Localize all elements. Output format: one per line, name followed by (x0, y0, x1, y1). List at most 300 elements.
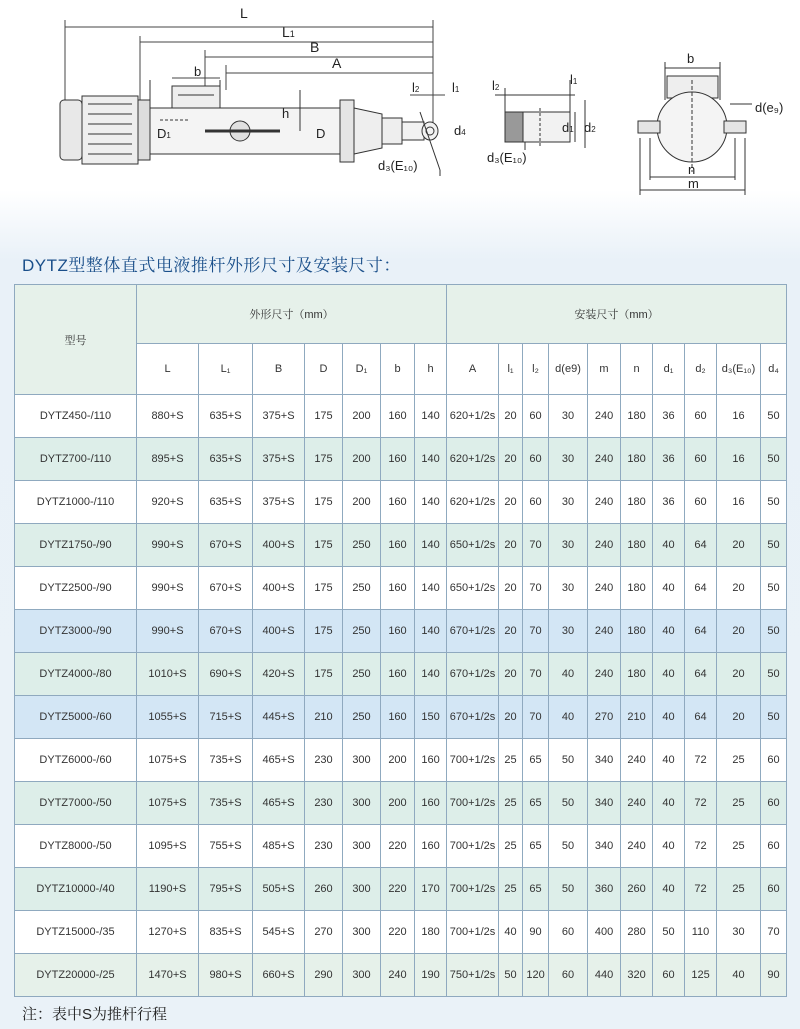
value-cell: 300 (343, 825, 381, 868)
page-title: DYTZ型整体直式电液推杆外形尺寸及安装尺寸： (22, 256, 401, 275)
value-cell: 670+1/2s (447, 610, 499, 653)
table-row (15, 696, 787, 739)
value-cell: 300 (343, 911, 381, 954)
value-cell: 440 (588, 954, 621, 997)
value-cell: 140 (415, 395, 447, 438)
value-cell: 895+S (137, 438, 199, 481)
value-cell: 160 (415, 825, 447, 868)
value-cell: 635+S (199, 438, 253, 481)
table-row (15, 825, 787, 868)
value-cell: 150 (415, 696, 447, 739)
value-cell: 160 (381, 567, 415, 610)
model-cell: DYTZ1750-/90 (15, 524, 137, 567)
value-cell: 795+S (199, 868, 253, 911)
value-cell: 30 (549, 438, 588, 481)
value-cell: 60 (523, 481, 549, 524)
value-cell: 20 (499, 438, 523, 481)
value-cell: 180 (621, 524, 653, 567)
value-cell: 20 (499, 653, 523, 696)
value-cell: 160 (381, 653, 415, 696)
value-cell: 620+1/2s (447, 481, 499, 524)
value-cell: 210 (621, 696, 653, 739)
value-cell: 420+S (253, 653, 305, 696)
value-cell: 180 (621, 438, 653, 481)
value-cell: 735+S (199, 739, 253, 782)
motor-body (60, 96, 150, 164)
value-cell: 25 (717, 782, 761, 825)
value-cell: 50 (761, 567, 787, 610)
value-cell: 72 (685, 825, 717, 868)
model-cell: DYTZ15000-/35 (15, 911, 137, 954)
value-cell: 25 (717, 739, 761, 782)
dim-label-b-end: b (687, 51, 695, 66)
value-cell: 485+S (253, 825, 305, 868)
value-cell: 65 (523, 868, 549, 911)
value-cell: 180 (621, 567, 653, 610)
value-cell: 20 (717, 653, 761, 696)
model-cell: DYTZ8000-/50 (15, 825, 137, 868)
value-cell: 220 (381, 911, 415, 954)
column-header: b (381, 344, 415, 395)
value-cell: 220 (381, 868, 415, 911)
value-cell: 290 (305, 954, 343, 997)
value-cell: 880+S (137, 395, 199, 438)
value-cell: 40 (653, 825, 685, 868)
value-cell: 220 (381, 825, 415, 868)
value-cell: 125 (685, 954, 717, 997)
value-cell: 200 (381, 739, 415, 782)
value-cell: 20 (499, 610, 523, 653)
value-cell: 990+S (137, 524, 199, 567)
value-cell: 240 (588, 567, 621, 610)
value-cell: 1270+S (137, 911, 199, 954)
value-cell: 400+S (253, 567, 305, 610)
value-cell: 545+S (253, 911, 305, 954)
column-header: D₁ (343, 344, 381, 395)
value-cell: 25 (499, 782, 523, 825)
value-cell: 40 (653, 696, 685, 739)
value-cell: 240 (381, 954, 415, 997)
value-cell: 30 (549, 395, 588, 438)
value-cell: 240 (588, 610, 621, 653)
column-header: d₃(E₁₀) (717, 344, 761, 395)
value-cell: 20 (717, 610, 761, 653)
value-cell: 700+1/2s (447, 739, 499, 782)
value-cell: 30 (549, 567, 588, 610)
value-cell: 260 (305, 868, 343, 911)
value-cell: 50 (761, 524, 787, 567)
value-cell: 280 (621, 911, 653, 954)
value-cell: 64 (685, 610, 717, 653)
value-cell: 20 (499, 524, 523, 567)
value-cell: 200 (381, 782, 415, 825)
value-cell: 340 (588, 739, 621, 782)
value-cell: 1470+S (137, 954, 199, 997)
dim-label-l1-detail: l1 (570, 72, 578, 87)
model-cell: DYTZ6000-/60 (15, 739, 137, 782)
value-cell: 25 (717, 825, 761, 868)
value-cell: 300 (343, 868, 381, 911)
value-cell: 40 (653, 653, 685, 696)
value-cell: 240 (588, 481, 621, 524)
footnote: 注：表中S为推杆行程 (22, 1006, 168, 1023)
dim-label-B: B (310, 39, 320, 55)
value-cell: 160 (381, 524, 415, 567)
value-cell: 160 (381, 696, 415, 739)
value-cell: 140 (415, 653, 447, 696)
group-outer-dimensions: 外形尺寸（mm） (137, 285, 447, 344)
value-cell: 400+S (253, 610, 305, 653)
value-cell: 40 (653, 567, 685, 610)
model-cell: DYTZ7000-/50 (15, 782, 137, 825)
dim-label-h: h (282, 106, 290, 121)
value-cell: 180 (415, 911, 447, 954)
value-cell: 175 (305, 610, 343, 653)
dimension-drawing (0, 0, 800, 215)
value-cell: 70 (523, 610, 549, 653)
table-row (15, 524, 787, 567)
value-cell: 620+1/2s (447, 438, 499, 481)
value-cell: 250 (343, 567, 381, 610)
table-row (15, 567, 787, 610)
value-cell: 160 (381, 438, 415, 481)
value-cell: 160 (381, 481, 415, 524)
value-cell: 60 (685, 395, 717, 438)
dim-label-L1: L1 (282, 24, 295, 40)
value-cell: 835+S (199, 911, 253, 954)
value-cell: 465+S (253, 739, 305, 782)
value-cell: 360 (588, 868, 621, 911)
value-cell: 180 (621, 653, 653, 696)
value-cell: 64 (685, 696, 717, 739)
value-cell: 180 (621, 610, 653, 653)
value-cell: 140 (415, 524, 447, 567)
value-cell: 70 (523, 696, 549, 739)
model-cell: DYTZ10000-/40 (15, 868, 137, 911)
value-cell: 40 (717, 954, 761, 997)
value-cell: 160 (415, 782, 447, 825)
value-cell: 175 (305, 438, 343, 481)
value-cell: 270 (305, 911, 343, 954)
table-row (15, 911, 787, 954)
value-cell: 70 (523, 653, 549, 696)
value-cell: 270 (588, 696, 621, 739)
value-cell: 50 (549, 739, 588, 782)
value-cell: 200 (343, 395, 381, 438)
value-cell: 50 (761, 610, 787, 653)
value-cell: 90 (523, 911, 549, 954)
model-cell: DYTZ2500-/90 (15, 567, 137, 610)
value-cell: 140 (415, 567, 447, 610)
value-cell: 50 (549, 868, 588, 911)
dim-label-b: b (194, 64, 202, 79)
value-cell: 175 (305, 567, 343, 610)
table-row (15, 653, 787, 696)
value-cell: 700+1/2s (447, 782, 499, 825)
value-cell: 50 (761, 696, 787, 739)
value-cell: 375+S (253, 481, 305, 524)
value-cell: 140 (415, 481, 447, 524)
value-cell: 635+S (199, 395, 253, 438)
spec-table (14, 284, 787, 997)
value-cell: 40 (549, 696, 588, 739)
value-cell: 90 (761, 954, 787, 997)
value-cell: 50 (761, 653, 787, 696)
table-row (15, 782, 787, 825)
value-cell: 30 (717, 911, 761, 954)
value-cell: 40 (653, 868, 685, 911)
value-cell: 40 (549, 653, 588, 696)
value-cell: 230 (305, 782, 343, 825)
value-cell: 30 (549, 610, 588, 653)
value-cell: 20 (499, 567, 523, 610)
value-cell: 16 (717, 395, 761, 438)
model-cell: DYTZ700-/110 (15, 438, 137, 481)
model-cell: DYTZ3000-/90 (15, 610, 137, 653)
value-cell: 505+S (253, 868, 305, 911)
column-header: d₂ (685, 344, 717, 395)
value-cell: 20 (717, 524, 761, 567)
value-cell: 250 (343, 524, 381, 567)
value-cell: 16 (717, 438, 761, 481)
value-cell: 175 (305, 653, 343, 696)
value-cell: 70 (523, 524, 549, 567)
dim-label-d3E10-detail: d₃(E₁₀) (487, 150, 527, 165)
dim-label-d3E10-main: d₃(E₁₀) (378, 158, 418, 173)
value-cell: 375+S (253, 438, 305, 481)
column-header: d(e9) (549, 344, 588, 395)
table-row (15, 610, 787, 653)
column-header: A (447, 344, 499, 395)
value-cell: 920+S (137, 481, 199, 524)
value-cell: 175 (305, 524, 343, 567)
value-cell: 60 (549, 911, 588, 954)
value-cell: 1075+S (137, 782, 199, 825)
value-cell: 670+S (199, 610, 253, 653)
value-cell: 1075+S (137, 739, 199, 782)
table-row (15, 739, 787, 782)
value-cell: 250 (343, 696, 381, 739)
value-cell: 240 (588, 395, 621, 438)
value-cell: 180 (621, 481, 653, 524)
dim-label-d2: d2 (584, 120, 596, 135)
value-cell: 750+1/2s (447, 954, 499, 997)
value-cell: 650+1/2s (447, 524, 499, 567)
column-header: m (588, 344, 621, 395)
value-cell: 990+S (137, 610, 199, 653)
value-cell: 690+S (199, 653, 253, 696)
value-cell: 72 (685, 782, 717, 825)
value-cell: 72 (685, 868, 717, 911)
value-cell: 60 (685, 481, 717, 524)
value-cell: 25 (499, 739, 523, 782)
value-cell: 40 (653, 524, 685, 567)
value-cell: 250 (343, 610, 381, 653)
dim-label-d4: d4 (454, 123, 466, 138)
value-cell: 990+S (137, 567, 199, 610)
value-cell: 240 (621, 739, 653, 782)
value-cell: 650+1/2s (447, 567, 499, 610)
value-cell: 60 (761, 825, 787, 868)
model-cell: DYTZ20000-/25 (15, 954, 137, 997)
value-cell: 260 (621, 868, 653, 911)
value-cell: 670+1/2s (447, 653, 499, 696)
value-cell: 20 (499, 696, 523, 739)
dim-label-de9: d(e₉) (755, 100, 784, 115)
dim-label-l2-detail: l2 (492, 78, 500, 93)
value-cell: 20 (499, 395, 523, 438)
value-cell: 50 (653, 911, 685, 954)
value-cell: 1190+S (137, 868, 199, 911)
column-header: d₁ (653, 344, 685, 395)
value-cell: 65 (523, 739, 549, 782)
value-cell: 715+S (199, 696, 253, 739)
table-row (15, 868, 787, 911)
value-cell: 50 (499, 954, 523, 997)
value-cell: 400 (588, 911, 621, 954)
column-header: d₄ (761, 344, 787, 395)
value-cell: 40 (653, 739, 685, 782)
value-cell: 700+1/2s (447, 825, 499, 868)
model-header: 型号 (15, 285, 137, 395)
model-cell: DYTZ450-/110 (15, 395, 137, 438)
value-cell: 400+S (253, 524, 305, 567)
value-cell: 230 (305, 739, 343, 782)
value-cell: 300 (343, 954, 381, 997)
column-header: B (253, 344, 305, 395)
value-cell: 700+1/2s (447, 868, 499, 911)
column-header: D (305, 344, 343, 395)
value-cell: 670+S (199, 524, 253, 567)
value-cell: 25 (499, 825, 523, 868)
value-cell: 170 (415, 868, 447, 911)
value-cell: 300 (343, 739, 381, 782)
value-cell: 50 (761, 438, 787, 481)
dim-label-l1: l1 (452, 80, 460, 95)
column-header: l₁ (499, 344, 523, 395)
value-cell: 320 (621, 954, 653, 997)
value-cell: 30 (549, 524, 588, 567)
dim-label-m: m (688, 176, 699, 191)
value-cell: 40 (499, 911, 523, 954)
value-cell: 25 (499, 868, 523, 911)
column-header: L₁ (199, 344, 253, 395)
value-cell: 635+S (199, 481, 253, 524)
value-cell: 65 (523, 825, 549, 868)
value-cell: 50 (761, 481, 787, 524)
value-cell: 160 (381, 610, 415, 653)
value-cell: 140 (415, 438, 447, 481)
dim-label-D: D (316, 126, 326, 141)
value-cell: 240 (588, 653, 621, 696)
model-cell: DYTZ1000-/110 (15, 481, 137, 524)
value-cell: 72 (685, 739, 717, 782)
value-cell: 180 (621, 395, 653, 438)
value-cell: 60 (761, 782, 787, 825)
value-cell: 60 (523, 438, 549, 481)
value-cell: 210 (305, 696, 343, 739)
value-cell: 64 (685, 653, 717, 696)
value-cell: 30 (549, 481, 588, 524)
dim-label-l2: l2 (412, 80, 420, 95)
value-cell: 200 (343, 481, 381, 524)
value-cell: 1095+S (137, 825, 199, 868)
dim-label-L: L (240, 5, 248, 21)
value-cell: 40 (653, 782, 685, 825)
value-cell: 735+S (199, 782, 253, 825)
value-cell: 25 (717, 868, 761, 911)
value-cell: 175 (305, 395, 343, 438)
table-row (15, 481, 787, 524)
value-cell: 36 (653, 395, 685, 438)
dim-label-n: n (688, 162, 696, 177)
value-cell: 60 (685, 438, 717, 481)
value-cell: 64 (685, 567, 717, 610)
value-cell: 1055+S (137, 696, 199, 739)
column-header: L (137, 344, 199, 395)
header-group-row (15, 285, 787, 344)
value-cell: 340 (588, 825, 621, 868)
value-cell: 700+1/2s (447, 911, 499, 954)
dim-label-A: A (332, 55, 342, 71)
value-cell: 240 (588, 438, 621, 481)
value-cell: 160 (381, 395, 415, 438)
model-cell: DYTZ5000-/60 (15, 696, 137, 739)
value-cell: 660+S (253, 954, 305, 997)
value-cell: 230 (305, 825, 343, 868)
value-cell: 120 (523, 954, 549, 997)
value-cell: 240 (621, 825, 653, 868)
value-cell: 50 (761, 395, 787, 438)
value-cell: 50 (549, 782, 588, 825)
column-header: h (415, 344, 447, 395)
value-cell: 200 (343, 438, 381, 481)
value-cell: 64 (685, 524, 717, 567)
value-cell: 375+S (253, 395, 305, 438)
value-cell: 70 (523, 567, 549, 610)
value-cell: 620+1/2s (447, 395, 499, 438)
dim-label-d1: d1 (562, 120, 574, 135)
value-cell: 20 (717, 696, 761, 739)
value-cell: 20 (499, 481, 523, 524)
value-cell: 240 (621, 782, 653, 825)
value-cell: 140 (415, 610, 447, 653)
value-cell: 60 (523, 395, 549, 438)
value-cell: 175 (305, 481, 343, 524)
value-cell: 36 (653, 438, 685, 481)
value-cell: 755+S (199, 825, 253, 868)
column-header: l₂ (523, 344, 549, 395)
group-install-dimensions: 安装尺寸（mm） (447, 285, 787, 344)
value-cell: 240 (588, 524, 621, 567)
value-cell: 445+S (253, 696, 305, 739)
table-row (15, 954, 787, 997)
rod-end-detail (495, 80, 585, 150)
table-row (15, 438, 787, 481)
value-cell: 36 (653, 481, 685, 524)
value-cell: 670+S (199, 567, 253, 610)
value-cell: 160 (415, 739, 447, 782)
value-cell: 40 (653, 610, 685, 653)
value-cell: 60 (549, 954, 588, 997)
column-header: n (621, 344, 653, 395)
value-cell: 1010+S (137, 653, 199, 696)
table-row (15, 395, 787, 438)
value-cell: 300 (343, 782, 381, 825)
value-cell: 65 (523, 782, 549, 825)
value-cell: 250 (343, 653, 381, 696)
model-cell: DYTZ4000-/80 (15, 653, 137, 696)
